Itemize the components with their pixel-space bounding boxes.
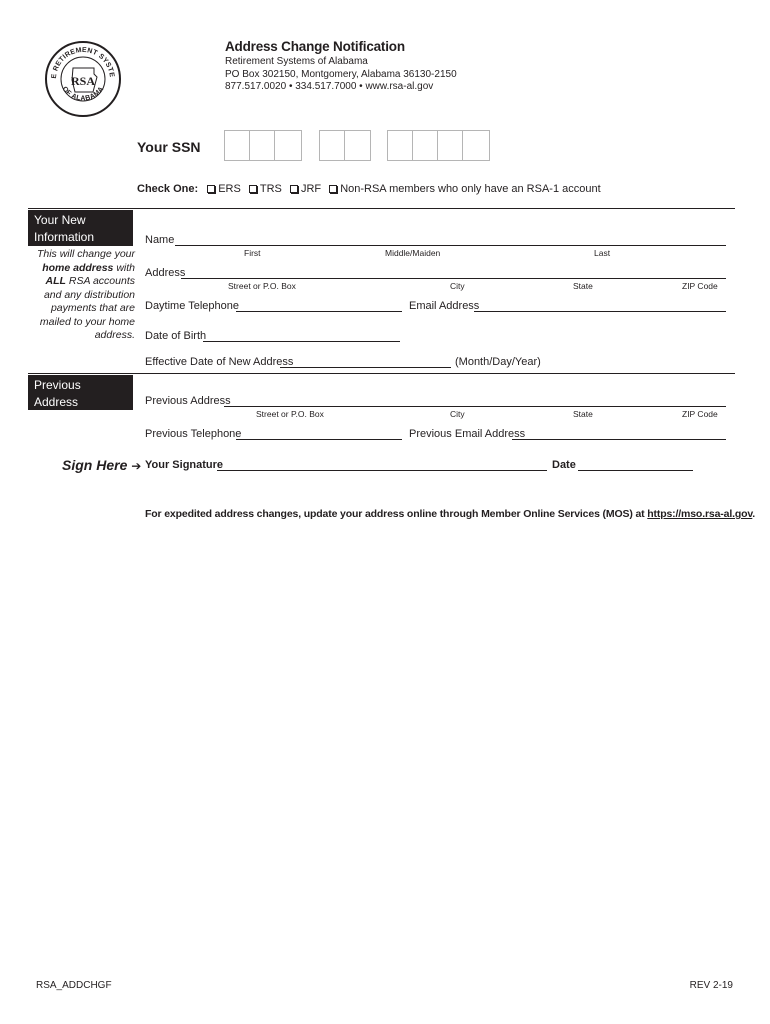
- mos-notice-text: For expedited address changes, update your address online through Member Online Services (MOS) at: [145, 508, 648, 520]
- new-info-tab-line2: Information: [34, 230, 95, 244]
- note-line: with: [113, 261, 135, 274]
- non-rsa-checkbox[interactable]: [329, 185, 337, 193]
- daytime-phone-label: Daytime Telephone: [145, 300, 239, 312]
- jrf-label: JRF: [300, 183, 322, 195]
- note-line: address.: [94, 329, 135, 341]
- prev-state-sublabel: State: [573, 409, 593, 419]
- note-bold: ALL: [45, 275, 66, 287]
- previous-address-label: Previous Address: [145, 395, 231, 407]
- note-line: and any distribution: [43, 288, 135, 301]
- signature-field[interactable]: [217, 470, 547, 471]
- ssn-digit-7[interactable]: [413, 131, 438, 160]
- check-one-row: [137, 183, 601, 195]
- ssn-digit-4[interactable]: [320, 131, 345, 160]
- previous-info-tab-line1: Previous Address: [34, 378, 81, 409]
- ers-checkbox[interactable]: [207, 185, 215, 193]
- zip-sublabel: ZIP Code: [682, 281, 718, 291]
- dob-field[interactable]: [203, 341, 400, 342]
- previous-info-tab-line2: Information: [34, 412, 95, 426]
- mos-notice: [145, 508, 755, 520]
- ssn-digit-6[interactable]: [388, 131, 413, 160]
- note-line: This will change your: [36, 248, 135, 260]
- check-one-label: Check One:: [137, 183, 199, 195]
- name-label: Name: [145, 234, 175, 246]
- option-trs[interactable]: [249, 183, 282, 195]
- new-info-note: [25, 248, 135, 343]
- previous-email-field[interactable]: [512, 439, 726, 440]
- non-rsa-label: Non-RSA members who only have an RSA-1 account: [340, 183, 601, 195]
- signature-label: Your Signature: [145, 459, 224, 471]
- ssn-digit-3[interactable]: [275, 131, 300, 160]
- prev-street-sublabel: Street or P.O. Box: [256, 409, 324, 419]
- form-id: RSA_ADDCHGF: [36, 980, 112, 991]
- last-sublabel: Last: [594, 248, 611, 258]
- svg-text:THE RETIREMENT SYSTEMS: E RETIREMENT SYSTE: [50, 46, 116, 79]
- new-info-tab-line1: Your New: [34, 213, 86, 227]
- org-contact: 877.517.0020 • 334.517.7000 • www.rsa-al.gov: [225, 81, 434, 92]
- option-ers[interactable]: [207, 183, 241, 195]
- prev-city-sublabel: City: [450, 409, 465, 419]
- state-sublabel: State: [573, 281, 593, 291]
- date-label: Date: [552, 459, 576, 471]
- sign-here-label: [62, 457, 141, 473]
- ssn-digit-9[interactable]: [463, 131, 488, 160]
- org-address: PO Box 302150, Montgomery, Alabama 36130-2150: [225, 69, 457, 80]
- ssn-digit-1[interactable]: [225, 131, 250, 160]
- email-field[interactable]: [474, 311, 726, 312]
- ssn-digit-2[interactable]: [250, 131, 275, 160]
- ssn-input-group[interactable]: [319, 130, 371, 161]
- name-field[interactable]: [175, 245, 726, 246]
- note-line: mailed to your home: [39, 315, 135, 328]
- mos-notice-end: .: [752, 508, 756, 520]
- ssn-input-area[interactable]: [224, 130, 302, 161]
- mos-link[interactable]: https://mso.rsa-al.gov: [647, 508, 753, 520]
- section-divider: [28, 373, 735, 374]
- option-non-rsa[interactable]: [329, 183, 600, 195]
- ers-label: ERS: [218, 183, 241, 195]
- option-jrf[interactable]: [290, 183, 321, 195]
- prev-zip-sublabel: ZIP Code: [682, 409, 718, 419]
- address-label: Address: [145, 267, 186, 279]
- revision: REV 2-19: [689, 980, 733, 991]
- daytime-phone-field[interactable]: [236, 311, 402, 312]
- note-line: RSA accounts: [65, 275, 135, 287]
- note-line: payments that are: [50, 302, 135, 314]
- svg-text:RSA: RSA: [70, 74, 96, 88]
- section-divider: [28, 208, 735, 209]
- sign-here-text: Sign Here: [62, 457, 128, 473]
- ssn-digit-8[interactable]: [438, 131, 463, 160]
- ssn-label: Your SSN: [137, 139, 201, 155]
- trs-checkbox[interactable]: [249, 185, 257, 193]
- new-info-tab: [28, 210, 133, 246]
- first-sublabel: First: [244, 248, 261, 258]
- ssn-input-serial[interactable]: [387, 130, 490, 161]
- previous-address-field[interactable]: [224, 406, 726, 407]
- city-sublabel: City: [450, 281, 465, 291]
- previous-info-tab: [28, 375, 133, 426]
- jrf-checkbox[interactable]: [290, 185, 298, 193]
- svg-text:OF ALABAMA: OF ALABAMA: [60, 85, 106, 103]
- previous-phone-label: Previous Telephone: [145, 428, 242, 440]
- dob-label: Date of Birth: [145, 330, 207, 342]
- previous-phone-field[interactable]: [236, 439, 402, 440]
- effective-date-label: Effective Date of New Address: [145, 356, 294, 368]
- address-field[interactable]: [181, 278, 726, 279]
- rsa-seal-logo: [44, 40, 122, 118]
- signature-date-field[interactable]: [578, 470, 693, 471]
- middle-sublabel: Middle/Maiden: [385, 248, 441, 258]
- ssn-digit-5[interactable]: [345, 131, 370, 160]
- previous-email-label: Previous Email Address: [409, 428, 526, 440]
- arrow-right-icon: ➔: [131, 459, 142, 473]
- org-name: Retirement Systems of Alabama: [225, 56, 368, 67]
- trs-label: TRS: [259, 183, 282, 195]
- street-sublabel: Street or P.O. Box: [228, 281, 296, 291]
- form-title: Address Change Notification: [225, 39, 405, 54]
- email-label: Email Address: [409, 300, 480, 312]
- effective-date-field[interactable]: [280, 367, 451, 368]
- effective-date-hint: (Month/Day/Year): [455, 356, 541, 368]
- note-bold: home address: [42, 261, 114, 274]
